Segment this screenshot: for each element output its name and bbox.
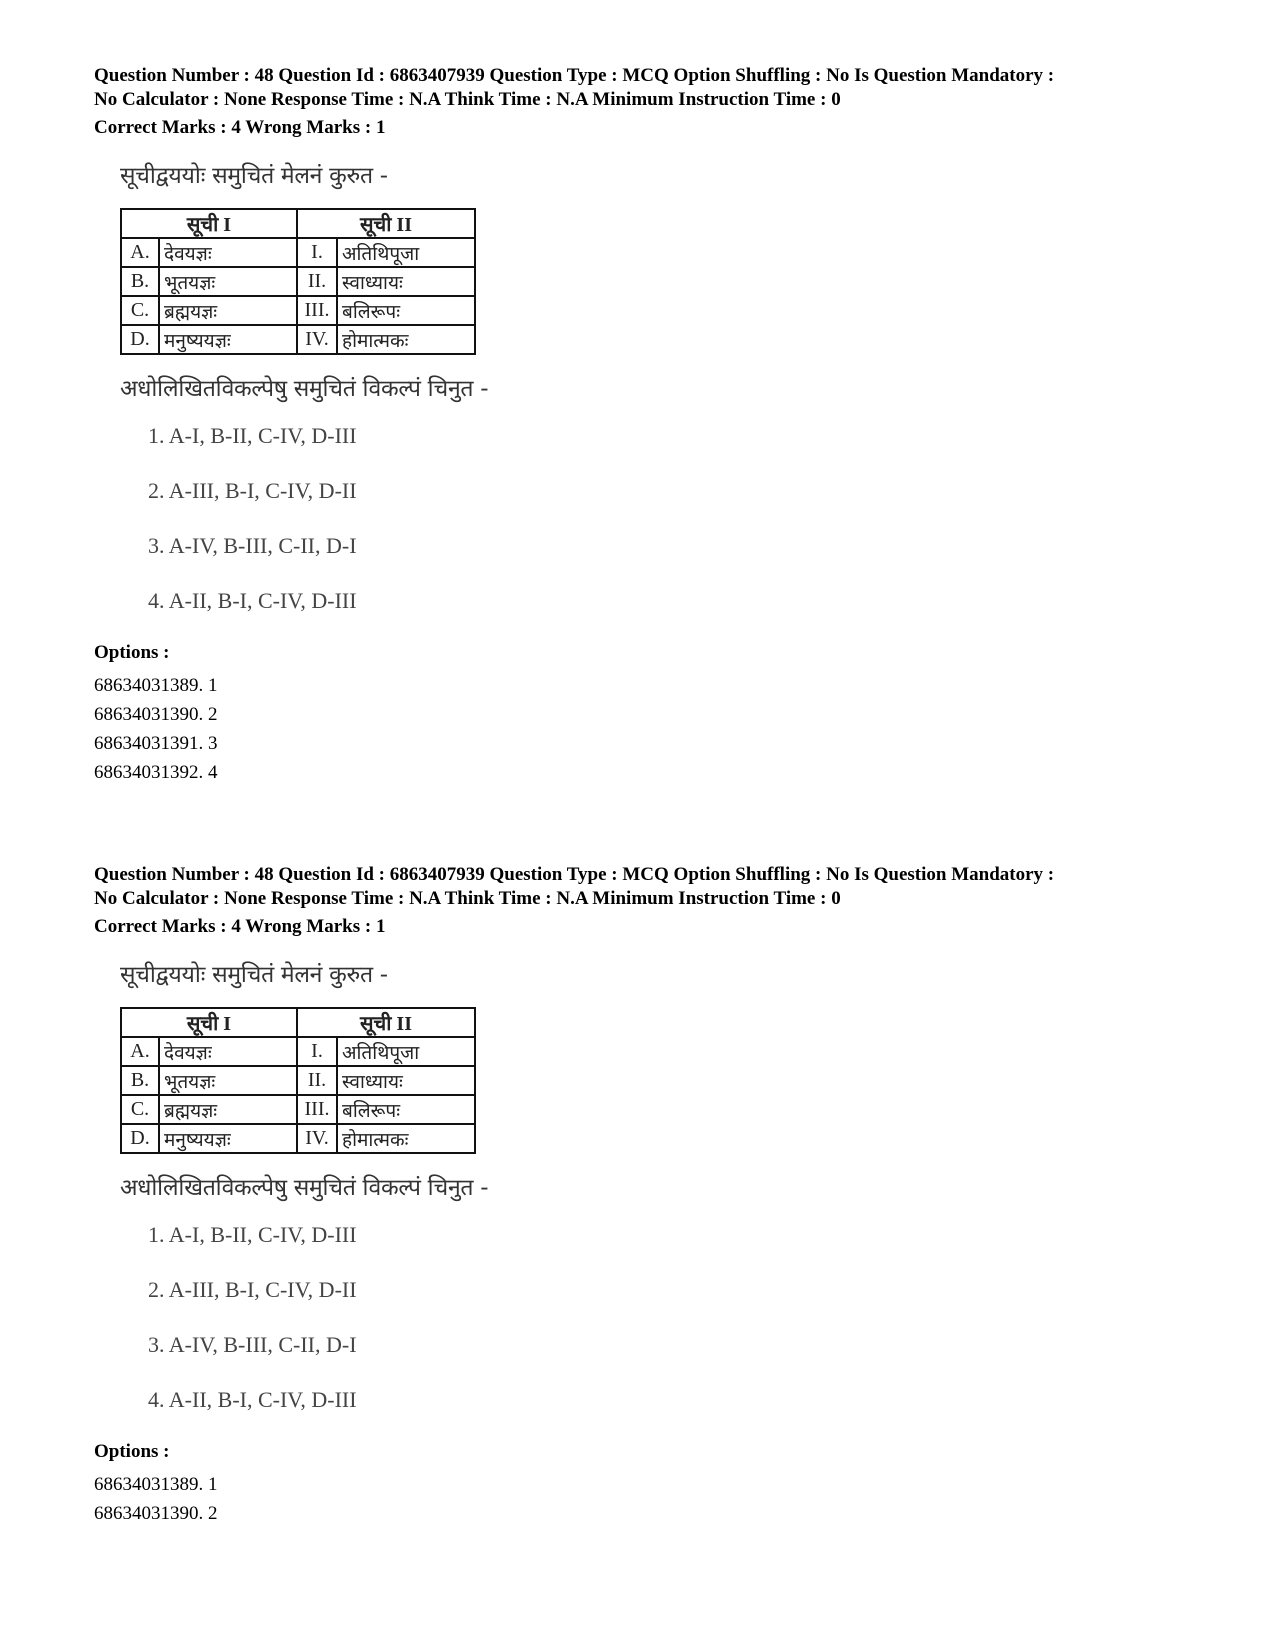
question-block [94, 64, 1214, 787]
options-title: Options : [94, 642, 170, 663]
row-label: B. [121, 267, 159, 296]
table-row [121, 296, 475, 325]
row-label: III. [297, 296, 337, 325]
choice-item: 3. A-IV, B-III, C-II, D-I [148, 533, 357, 558]
row-value: स्वाध्यायः [337, 1066, 475, 1095]
row-label: D. [121, 1124, 159, 1153]
question-content [120, 959, 1214, 1440]
table-row [121, 1095, 475, 1124]
options-title: Options : [94, 1441, 170, 1462]
row-label: I. [297, 1037, 337, 1066]
row-label: III. [297, 1095, 337, 1124]
option-item: 68634031389. 1 [94, 1474, 218, 1495]
question-prompt: सूचीद्वययोः समुचितं मेलनं कुरुत - [120, 163, 388, 189]
table-row [121, 1066, 475, 1095]
option-item: 68634031390. 2 [94, 704, 218, 725]
options-list [94, 1470, 1214, 1528]
row-value: ब्रह्मयज्ञः [159, 296, 297, 325]
option-item: 68634031390. 2 [94, 1503, 218, 1524]
row-label: I. [297, 238, 337, 267]
choice-item: 4. A-II, B-I, C-IV, D-III [148, 1387, 357, 1412]
match-table [120, 1007, 476, 1154]
row-label: C. [121, 296, 159, 325]
list-1-header: सूची I [121, 1008, 297, 1037]
table-row [121, 267, 475, 296]
question-meta-line: No Calculator : None Response Time : N.A Think Time : N.A Minimum Instruction Time : 0 [94, 888, 841, 909]
marks-line: Correct Marks : 4 Wrong Marks : 1 [94, 117, 386, 138]
option-item: 68634031392. 4 [94, 762, 218, 783]
row-value: स्वाध्यायः [337, 267, 475, 296]
row-value: बलिरूपः [337, 1095, 475, 1124]
table-row [121, 238, 475, 267]
row-value: अतिथिपूजा [337, 238, 475, 267]
choice-item: 4. A-II, B-I, C-IV, D-III [148, 588, 357, 613]
row-value: मनुष्ययज्ञः [159, 325, 297, 354]
marks-line: Correct Marks : 4 Wrong Marks : 1 [94, 916, 386, 937]
choice-item: 1. A-I, B-II, C-IV, D-III [148, 423, 357, 448]
list-1-header: सूची I [121, 209, 297, 238]
table-row [121, 1124, 475, 1153]
choice-item: 2. A-III, B-I, C-IV, D-II [148, 478, 357, 503]
question-meta-line: No Calculator : None Response Time : N.A Think Time : N.A Minimum Instruction Time : 0 [94, 89, 841, 110]
question-meta-line: Question Number : 48 Question Id : 6863407939 Question Type : MCQ Option Shuffling : No Is Question Mandatory : [94, 864, 1055, 885]
question-instruction: अधोलिखितविकल्पेषु समुचितं विकल्पं चिनुत - [120, 1175, 489, 1201]
row-label: IV. [297, 325, 337, 354]
row-value: भूतयज्ञः [159, 267, 297, 296]
row-label: B. [121, 1066, 159, 1095]
question-instruction: अधोलिखितविकल्पेषु समुचितं विकल्पं चिनुत - [120, 376, 489, 402]
choice-item: 3. A-IV, B-III, C-II, D-I [148, 1332, 357, 1357]
option-item: 68634031391. 3 [94, 733, 218, 754]
row-label: II. [297, 1066, 337, 1095]
row-label: IV. [297, 1124, 337, 1153]
row-value: होमात्मकः [337, 325, 475, 354]
row-label: A. [121, 238, 159, 267]
row-value: देवयज्ञः [159, 238, 297, 267]
row-value: भूतयज्ञः [159, 1066, 297, 1095]
row-label: A. [121, 1037, 159, 1066]
question-block [94, 863, 1214, 1528]
choice-list [148, 1220, 1214, 1440]
question-content [120, 160, 1214, 641]
row-value: मनुष्ययज्ञः [159, 1124, 297, 1153]
row-value: देवयज्ञः [159, 1037, 297, 1066]
choice-list [148, 421, 1214, 641]
list-2-header: सूची II [297, 209, 475, 238]
choice-item: 1. A-I, B-II, C-IV, D-III [148, 1222, 357, 1247]
row-value: ब्रह्मयज्ञः [159, 1095, 297, 1124]
list-2-header: सूची II [297, 1008, 475, 1037]
table-row [121, 325, 475, 354]
row-label: D. [121, 325, 159, 354]
match-table [120, 208, 476, 355]
options-list [94, 671, 1214, 787]
row-label: II. [297, 267, 337, 296]
table-row [121, 1037, 475, 1066]
option-item: 68634031389. 1 [94, 675, 218, 696]
row-value: अतिथिपूजा [337, 1037, 475, 1066]
question-meta-line: Question Number : 48 Question Id : 6863407939 Question Type : MCQ Option Shuffling : No Is Question Mandatory : [94, 65, 1055, 86]
row-value: होमात्मकः [337, 1124, 475, 1153]
row-value: बलिरूपः [337, 296, 475, 325]
choice-item: 2. A-III, B-I, C-IV, D-II [148, 1277, 357, 1302]
row-label: C. [121, 1095, 159, 1124]
question-prompt: सूचीद्वययोः समुचितं मेलनं कुरुत - [120, 962, 388, 988]
